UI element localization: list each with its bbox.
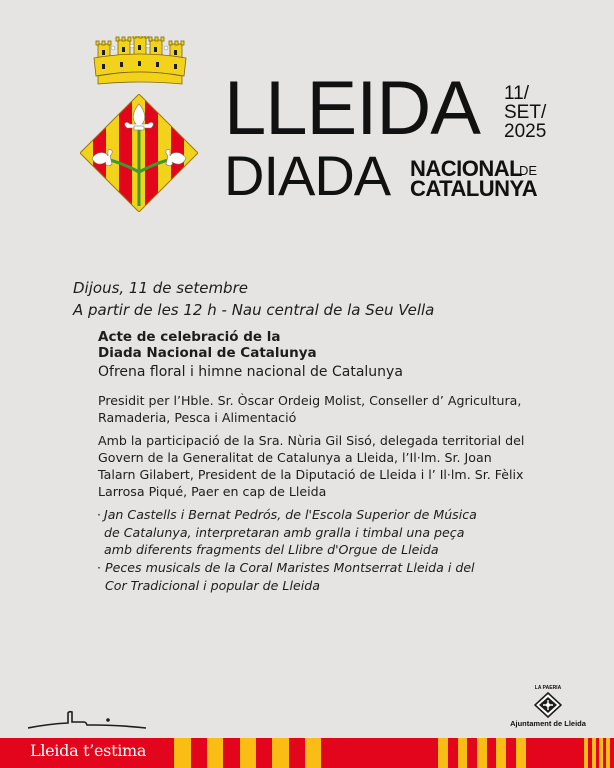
program-item-line: Peces musicals de la Coral Maristes Montserrat Lleida i del xyxy=(105,560,475,575)
paeria-label: LA PAERIA xyxy=(534,685,562,691)
ajuntament-name: Ajuntament de Lleida xyxy=(510,719,586,728)
seu-vella-skyline-icon xyxy=(28,705,148,731)
participation-line: Larrosa Piqué, Paer en cap de Lleida xyxy=(98,484,327,499)
participation-line: Talarn Gilabert, President de la Diputació de Lleida i l’ Il·lm. Sr. Fèlix xyxy=(98,467,524,482)
event-title-line1: Acte de celebració de la xyxy=(98,329,281,345)
participation-line: Amb la participació de la Sra. Nùria Gil Sisó, delegada territorial del xyxy=(98,433,525,448)
participation-line: Govern de la Generalitat de Catalunya a Lleida, l’Il·lm. Sr. Joan xyxy=(98,450,492,465)
program-item-line: Jan Castells i Bernat Pedrós, de l'Escola Superior de Música xyxy=(104,507,477,522)
bullet-icon: · xyxy=(97,560,102,575)
program-item-2 xyxy=(98,559,475,594)
bullet-icon: · xyxy=(97,507,102,522)
date-year: 2025 xyxy=(504,121,547,142)
event-title-line2: Diada Nacional de Catalunya xyxy=(98,345,317,361)
ajuntament-lleida-logo xyxy=(510,685,586,731)
subtitle-catalunya: CATALUNYA xyxy=(410,176,538,201)
paeria-emblem-icon xyxy=(534,692,562,718)
mural-crown-icon xyxy=(92,36,188,88)
presided-paragraph xyxy=(98,392,521,426)
program-item-line: amb diferents fragments del Llibre d'Orgue de Lleida xyxy=(104,542,439,557)
participation-paragraph xyxy=(98,432,524,500)
lleida-testima-brand: Lleida t’estima xyxy=(30,741,147,760)
subtitle-nacional: NACIONAL xyxy=(410,156,523,181)
date-day: 11/ xyxy=(504,83,530,104)
event-day: Dijous, 11 de setembre xyxy=(73,279,248,297)
event-time-place: A partir de les 12 h - Nau central de la Seu Vella xyxy=(73,301,435,319)
title-lleida: LLEIDA xyxy=(224,66,480,151)
program-item-line: Cor Tradicional i popular de Lleida xyxy=(105,577,320,593)
lleida-coat-of-arms-icon xyxy=(80,94,198,212)
date-month: SET/ xyxy=(504,102,547,123)
presided-line: Ramaderia, Pesca i Alimentació xyxy=(98,410,297,425)
title-diada: DIADA xyxy=(224,144,391,207)
program-item-1 xyxy=(98,506,477,559)
presided-line: Presidit per l’Hble. Sr. Òscar Ordeig Molist, Conseller d’ Agricultura, xyxy=(98,393,522,408)
subtitle-de: DE xyxy=(519,163,538,178)
program-item-line: de Catalunya, interpretaran amb gralla i timbal una peça xyxy=(104,524,465,540)
event-subtitle: Ofrena floral i himne nacional de Catalunya xyxy=(98,364,403,380)
